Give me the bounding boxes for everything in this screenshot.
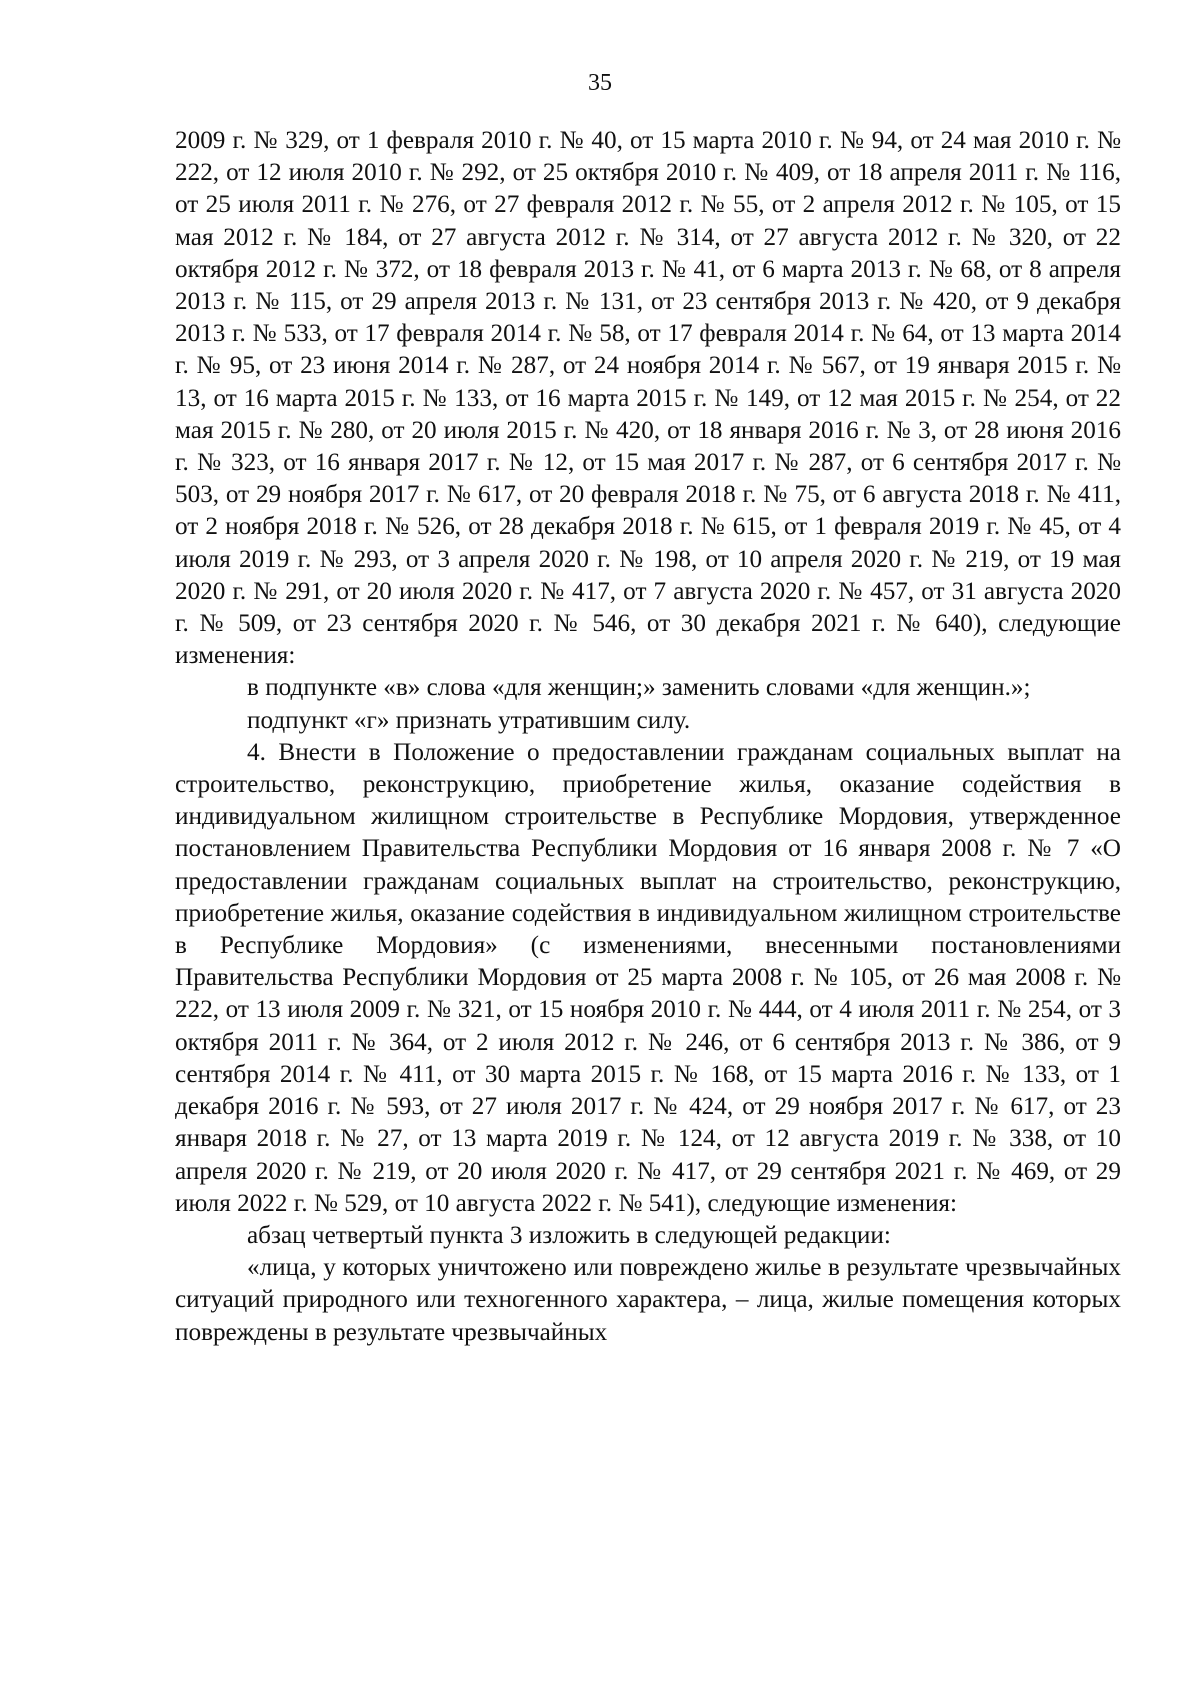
page-number: 35 [588,70,612,96]
document-body [175,125,1121,1349]
paragraph-subpoint-g: подпункт «г» признать утратившим силу. [247,706,691,734]
paragraph-item-4: 4. Внести в Положение о предоставлении гражданам социальных выплат на строительство, реконструкцию, приобретение жилья, оказание содействия в индивидуальном жилищном строительстве в Республике Мордовия, утвержденное постановлением Правительства Республики Мордовия от 16 января 2008 г. № 7 «О предоставлении гражданам социальных выплат на строительство, реконструкцию, приобретение жилья, оказание содействия в индивидуальном жилищном строительстве в Республике Мордовия» (с изменениями, внесенными постановлениями Правительства Республики Мордовия от 25 марта 2008 г. № 105, от 26 мая 2008 г. № 222, от 13 июля 2009 г. № 321, от 15 ноября 2010 г. № 444, от 4 июля 2011 г. № 254, от 3 октября 2011 г. № 364, от 2 июля 2012 г. № 246, от 6 сентября 2013 г. № 386, от 9 сентября 2014 г. № 411, от 30 марта 2015 г. № 168, от 15 марта 2016 г. № 133, от 1 декабря 2016 г. № 593, от 27 июля 2017 г. № 424, от 29 ноября 2017 г. № 617, от 23 января 2018 г. № 27, от 13 марта 2019 г. № 124, от 12 августа 2019 г. № 338, от 10 апреля 2020 г. № 219, от 20 июля 2020 г. № 417, от 29 сентября 2021 г. № 469, от 29 июля 2022 г. № 529, от 10 августа 2022 г. № 541), следующие изменения: [175,738,1121,1217]
paragraph-amendment-list-continuation: 2009 г. № 329, от 1 февраля 2010 г. № 40, от 15 марта 2010 г. № 94, от 24 мая 2010 г. № 222, от 12 июля 2010 г. № 292, от 25 октября 2010 г. № 409, от 18 апреля 2011 г. № 116, от 25 июля 2011 г. № 276, от 27 февраля 2012 г. № 55, от 2 апреля 2012 г. № 105, от 15 мая 2012 г. № 184, от 27 августа 2012 г. № 314, от 27 августа 2012 г. № 320, от 22 октября 2012 г. № 372, от 18 февраля 2013 г. № 41, от 6 марта 2013 г. № 68, от 8 апреля 2013 г. № 115, от 29 апреля 2013 г. № 131, от 23 сентября 2013 г. № 420, от 9 декабря 2013 г. № 533, от 17 февраля 2014 г. № 58, от 17 февраля 2014 г. № 64, от 13 марта 2014 г. № 95, от 23 июня 2014 г. № 287, от 24 ноября 2014 г. № 567, от 19 января 2015 г. № 13, от 16 марта 2015 г. № 133, от 16 марта 2015 г. № 149, от 12 мая 2015 г. № 254, от 22 мая 2015 г. № 280, от 20 июля 2015 г. № 420, от 18 января 2016 г. № 3, от 28 июня 2016 г. № 323, от 16 января 2017 г. № 12, от 15 мая 2017 г. № 287, от 6 сентября 2017 г. № 503, от 29 ноября 2017 г. № 617, от 20 февраля 2018 г. № 75, от 6 августа 2018 г. № 411, от 2 ноября 2018 г. № 526, от 28 декабря 2018 г. № 615, от 1 февраля 2019 г. № 45, от 4 июля 2019 г. № 293, от 3 апреля 2020 г. № 198, от 10 апреля 2020 г. № 219, от 19 мая 2020 г. № 291, от 20 июля 2020 г. № 417, от 7 августа 2020 г. № 457, от 31 августа 2020 г. № 509, от 23 сентября 2020 г. № 546, от 30 декабря 2021 г. № 640), следующие изменения: [175,127,1121,670]
paragraph-quoted-text: «лица, у которых уничтожено или повреждено жилье в результате чрезвычайных ситуаций природного или техногенного характера, – лица, жилые помещения которых повреждены в результате чрезвычайных [175,1254,1121,1346]
paragraph-subpoint-v: в подпункте «в» слова «для женщин;» заменить словами «для женщин.»; [247,674,1031,702]
paragraph-abzac-chetvertyi: абзац четвертый пункта 3 изложить в следующей редакции: [247,1221,891,1249]
